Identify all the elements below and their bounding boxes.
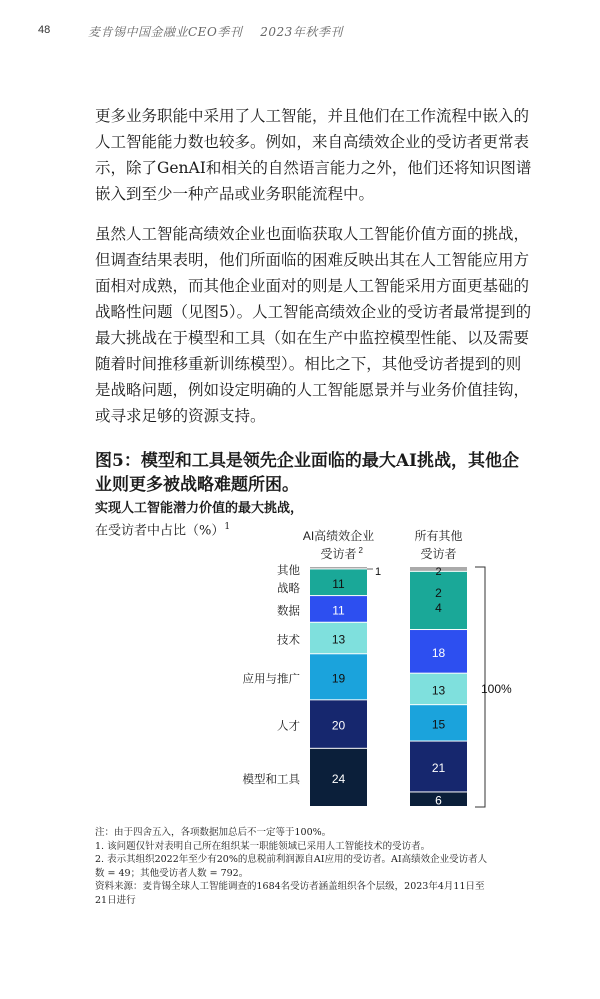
series-label: 数据 bbox=[277, 605, 300, 618]
column-header-footnote: 2 bbox=[358, 546, 363, 555]
note-2a: 2. 表示其组织2022年至少有20%的息税前利润源自AI应用的受访者。AI高绩效企业受访者人 bbox=[95, 854, 488, 865]
figure-notes bbox=[95, 826, 545, 907]
value-label: 18 bbox=[431, 645, 446, 660]
series-label: 战略 bbox=[277, 582, 300, 595]
column-header-line1: AI高绩效企业 bbox=[302, 529, 375, 543]
series-label: 应用与推广 bbox=[242, 673, 300, 686]
value-label: 11 bbox=[332, 576, 345, 591]
value-label: 13 bbox=[331, 632, 346, 647]
source-b: 21日进行 bbox=[95, 894, 136, 906]
value-label: 21 bbox=[431, 761, 446, 775]
series-label: 人才 bbox=[277, 720, 300, 733]
value-label: 24 bbox=[331, 771, 346, 786]
value-label: 11 bbox=[332, 603, 345, 618]
total-label: 100% bbox=[481, 682, 512, 696]
issue-label: 2023年秋季刊 bbox=[260, 25, 343, 39]
column-header-line2: 受访者 bbox=[320, 547, 357, 561]
value-label: 2 bbox=[435, 585, 442, 600]
source-a: 资料来源：麦肯锡全球人工智能调查的1684名受访者涵盖组织各个层级，2023年4月11日至 bbox=[95, 881, 485, 892]
page-number: 48 bbox=[38, 24, 51, 36]
body-paragraph-2: 虽然人工智能高绩效企业也面临获取人工智能价值方面的挑战，但调查结果表明，他们所面临的困难反映出其在人工智能应用方面相对成熟，而其他企业面对的则是人工智能采用方面更基础的战略性问题（见图5）。人工智能高绩效企业的受访者最常提到的最大挑战在于模型和工具（如在生产中监控模型性能、以及需要随着时间推移重新训练模型）。相比之下，其他受访者提到的则是战略问题，例如设定明确的人工智能愿景并与业务价值挂钩，或寻求足够的资源支持。 bbox=[95, 225, 532, 425]
body-paragraph-1: 更多业务职能中采用了人工智能，并且他们在工作流程中嵌入的人工智能能力数也较多。例如，来自高绩效企业的受访者更常表示，除了GenAI和相关的自然语言能力之外，他们还将知识图谱嵌入到至少一种产品或业务职能流程中。 bbox=[95, 107, 532, 203]
note-rounding: 注：由于四舍五入，各项数据加总后不一定等于100%。 bbox=[95, 827, 332, 838]
value-label: 4 bbox=[435, 600, 442, 615]
column-header-line1: 所有其他 bbox=[414, 529, 463, 543]
stacked-bar-chart bbox=[0, 525, 600, 825]
running-header bbox=[88, 23, 343, 40]
value-label: 19 bbox=[331, 671, 346, 686]
value-label: 6 bbox=[435, 793, 442, 808]
value-label: 1 bbox=[375, 566, 382, 578]
value-label: 15 bbox=[431, 717, 446, 732]
chart-subtitle-line2: 在受访者中占比（%） bbox=[95, 523, 225, 539]
value-label: 13 bbox=[431, 683, 446, 698]
chart-subtitle-line1: 实现人工智能潜力价值的最大挑战， bbox=[95, 501, 304, 516]
note-2b: 数 = 49；其他受访者人数 = 792。 bbox=[95, 867, 249, 879]
series-label: 其他 bbox=[277, 564, 300, 577]
value-label: 20 bbox=[331, 718, 346, 733]
figure-title: 图5：模型和工具是领先企业面临的最大AI挑战，其他企业则更多被战略难题所困。 bbox=[95, 451, 519, 495]
chart-subtitle-footnote: 1 bbox=[224, 522, 231, 532]
note-1: 1. 该问题仅针对表明自己所在组织某一职能领域已采用人工智能技术的受访者。 bbox=[95, 840, 431, 852]
publication-title: 麦肯锡中国金融业CEO季刊 bbox=[88, 25, 243, 39]
bar-segment bbox=[310, 567, 367, 568]
series-label: 技术 bbox=[277, 634, 300, 647]
series-label: 模型和工具 bbox=[242, 773, 300, 786]
column-header-line2: 受访者 bbox=[420, 547, 457, 561]
value-label: 2 bbox=[435, 566, 442, 578]
